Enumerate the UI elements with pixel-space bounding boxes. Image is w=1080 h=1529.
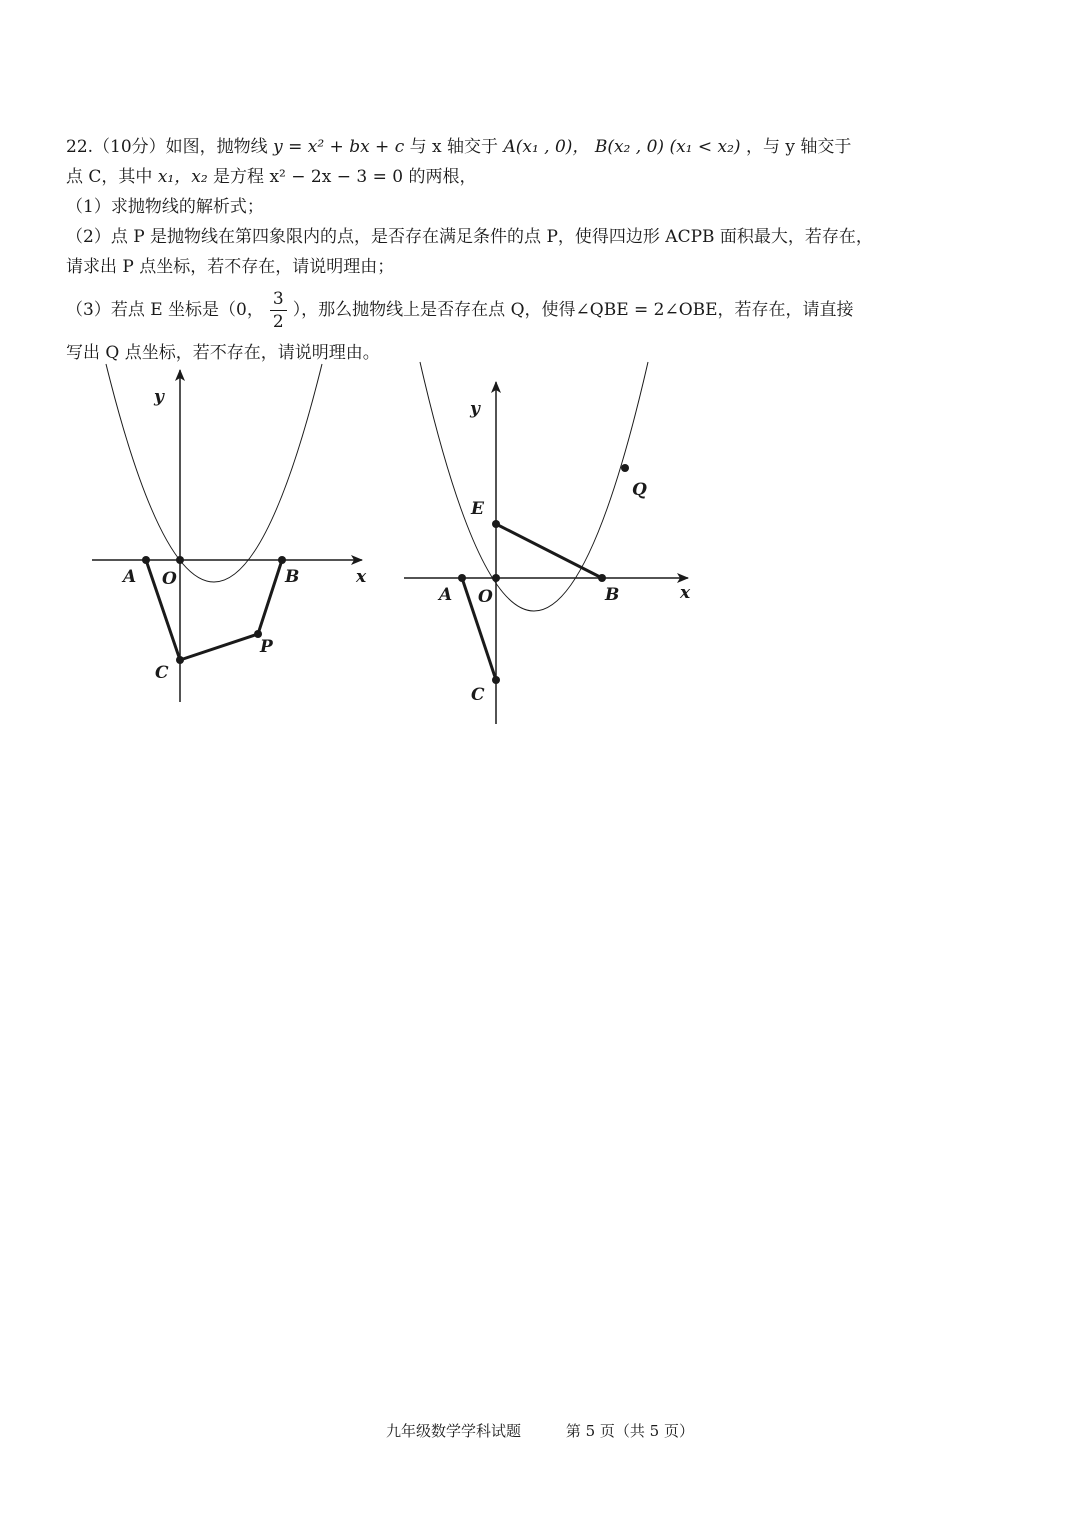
fig2-label-o: O: [478, 587, 493, 607]
fig1-parabola: [106, 364, 322, 582]
fraction-numerator: 3: [270, 288, 287, 311]
fig2-label-a: A: [439, 585, 453, 605]
two-roots-text: 的两根，: [408, 167, 477, 187]
fig2-point-b: [598, 574, 606, 582]
fig1-label-b: B: [285, 567, 300, 587]
fraction-denominator: 2: [272, 312, 284, 332]
fig1-label-a: A: [123, 567, 137, 587]
part-1: （1）求抛物线的解析式；: [66, 197, 264, 217]
fig2-segment-eb: [496, 524, 602, 578]
point-b-coords: B(x₂ , 0): [594, 137, 665, 157]
fig2-label-q: Q: [632, 480, 647, 500]
fig1-label-o: O: [162, 569, 177, 589]
part-2-line-1: （2）点 P 是抛物线在第四象限内的点，是否存在满足条件的点 P，使得四边形 ACPB 面积最大，若存在，: [66, 227, 873, 247]
fig2-label-e: E: [471, 499, 484, 519]
fig1-point-b: [278, 556, 286, 564]
fig2-parabola: [420, 362, 648, 611]
part-2-line-2: 请求出 P 点坐标，若不存在，请说明理由；: [66, 257, 395, 277]
fig2-label-c: C: [471, 685, 485, 705]
quadratic-equation: x² − 2x − 3 = 0: [269, 167, 404, 187]
fig2-point-q: [621, 464, 629, 472]
fig1-point-a: [142, 556, 150, 564]
part-3-suffix: ），那么抛物线上是否存在点 Q，使得∠QBE = 2∠OBE，若存在，请直接: [292, 300, 854, 320]
fig2-point-c: [492, 676, 500, 684]
fig2-label-y: y: [470, 399, 480, 419]
footer-page-number: 第 5 页（共 5 页）: [565, 1422, 694, 1440]
part-3-line-2: 写出 Q 点坐标，若不存在，请说明理由。: [66, 343, 380, 363]
part-3-prefix: （3）若点 E 坐标是（0，: [66, 300, 264, 320]
fig1-label-p: P: [260, 637, 273, 657]
fig1-point-c: [176, 656, 184, 664]
roots-vars: x₁，x₂: [157, 167, 208, 187]
fig2-label-x: x: [680, 583, 691, 603]
fig1-point-o: [176, 556, 184, 564]
parabola-equation: y = x² + bx + c: [273, 137, 405, 157]
page-footer: [0, 1420, 1080, 1441]
figures: [0, 0, 1080, 760]
fig2-point-a: [458, 574, 466, 582]
y-intersect-text: ，与 y 轴交于: [745, 137, 852, 157]
fig1-label-y: y: [154, 387, 164, 407]
equation-text: 是方程: [213, 167, 265, 187]
footer-subject: 九年级数学学科试题: [386, 1422, 522, 1440]
figure-2: [404, 362, 691, 724]
fig1-label-c: C: [155, 663, 169, 683]
root-condition: (x₁ < x₂): [669, 137, 741, 157]
point-c-text: 点 C，其中: [66, 167, 153, 187]
fig1-label-x: x: [356, 567, 367, 587]
fig2-point-o: [492, 574, 500, 582]
fig2-label-b: B: [605, 585, 620, 605]
point-a-coords: A(x₁ , 0)，: [503, 137, 590, 157]
figure-1: [92, 364, 367, 702]
intersect-text: 与 x 轴交于: [409, 137, 499, 157]
fig2-point-e: [492, 520, 500, 528]
problem-intro: 22.（10分）如图，抛物线: [66, 137, 268, 157]
